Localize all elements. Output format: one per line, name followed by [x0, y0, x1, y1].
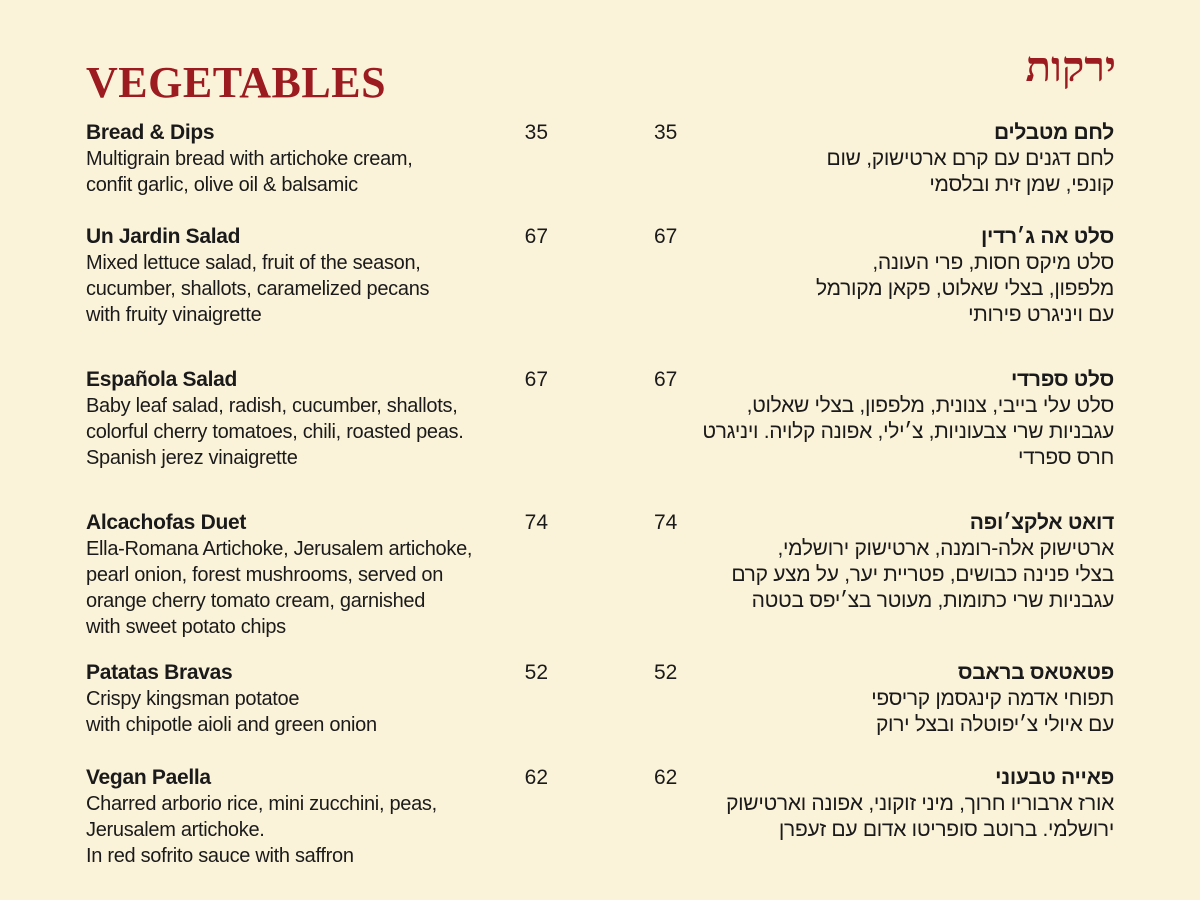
menu-item-en-espanola-salad: [86, 367, 556, 471]
menu-item-price: 35: [654, 121, 678, 144]
menu-item-description: Mixed lettuce salad, fruit of the season, cucumber, shallots, caramelized pecans with fruity vinaigrette: [86, 252, 430, 326]
menu-item-description: Baby leaf salad, radish, cucumber, shallots, colorful cherry tomatoes, chili, roasted peas. Spanish jerez vinaigrette: [86, 395, 464, 469]
menu-item-price: 67: [654, 225, 678, 248]
menu-item-name: לחם מטבלים: [993, 121, 1114, 144]
menu-item-he-espanola-salad: [654, 367, 1114, 471]
menu-item-en-vegan-paella: [86, 765, 556, 869]
menu-item-price: 35: [524, 121, 548, 144]
menu-item-name: Alcachofas Duet: [86, 511, 247, 534]
menu-item-name: סלט אה ג׳רדין: [981, 225, 1114, 248]
menu-item-name: Vegan Paella: [86, 766, 211, 789]
menu-item-description: סלט מיקס חסות, פרי העונה, מלפפון, בצלי שאלוט, פקאן מקורמל עם ויניגרט פירותי: [816, 251, 1114, 326]
menu-item-en-patatas-bravas: [86, 660, 556, 738]
menu-item-price: 74: [654, 511, 678, 534]
menu-item-name: פאייה טבעוני: [995, 766, 1114, 789]
menu-item-name: פטאטאס בראבס: [957, 661, 1114, 684]
menu-item-name: Española Salad: [86, 368, 238, 391]
menu-item-name: דואט אלקצ׳ופה: [969, 511, 1114, 534]
menu-item-description: Multigrain bread with artichoke cream, confit garlic, olive oil & balsamic: [86, 148, 413, 196]
menu-item-price: 52: [654, 661, 678, 684]
menu-item-he-bread-dips: [654, 120, 1114, 198]
menu-item-price: 67: [524, 225, 548, 248]
menu-item-he-un-jardin-salad: [654, 224, 1114, 328]
menu-item-name: סלט ספרדי: [1010, 368, 1114, 391]
menu-item-price: 67: [654, 368, 678, 391]
menu-item-en-alcachofas-duet: [86, 510, 556, 640]
menu-item-he-alcachofas-duet: [654, 510, 1114, 614]
menu-item-description: Crispy kingsman potatoe with chipotle aioli and green onion: [86, 688, 377, 736]
menu-item-description: אורז ארבוריו חרוך, מיני זוקוני, אפונה וארטישוק ירושלמי. ברוטב סופריטו אדום עם זעפרן: [726, 792, 1114, 841]
menu-item-description: Ella-Romana Artichoke, Jerusalem artichoke, pearl onion, forest mushrooms, served on orange cherry tomato cream, garnished with sweet potato chips: [86, 538, 473, 638]
menu-item-description: סלט עלי בייבי, צנונית, מלפפון, בצלי שאלוט, עגבניות שרי צבעוניות, צ׳ילי, אפונה קלויה. ויניגרט חרס ספרדי: [702, 394, 1114, 469]
menu-item-price: 67: [524, 368, 548, 391]
menu-item-en-un-jardin-salad: [86, 224, 556, 328]
section-title-english: VEGETABLES: [86, 58, 387, 107]
menu-item-en-bread-dips: [86, 120, 556, 198]
menu-item-he-patatas-bravas: [654, 660, 1114, 738]
menu-item-price: 62: [524, 766, 548, 789]
menu-item-description: ארטישוק אלה-רומנה, ארטישוק ירושלמי, בצלי פנינה כבושים, פטריית יער, על מצע קרם עגבניות שרי כתומות, מעוטר בצ׳יפס בטטה: [731, 537, 1114, 612]
menu-item-description: לחם דגנים עם קרם ארטישוק, שום קונפי, שמן זית ובלסמי: [826, 147, 1114, 196]
menu-item-description: Charred arborio rice, mini zucchini, peas, Jerusalem artichoke. In red sofrito sauce with saffron: [86, 793, 437, 867]
menu-item-name: Bread & Dips: [86, 121, 215, 144]
menu-item-description: תפוחי אדמה קינגסמן קריספי עם איולי צ׳יפוטלה ובצל ירוק: [871, 687, 1114, 736]
menu-item-price: 62: [654, 766, 678, 789]
section-title-hebrew: ירקות: [1025, 42, 1116, 91]
menu-item-name: Patatas Bravas: [86, 661, 233, 684]
menu-item-he-vegan-paella: [654, 765, 1114, 843]
menu-item-name: Un Jardin Salad: [86, 225, 241, 248]
menu-item-price: 74: [524, 511, 548, 534]
menu-item-price: 52: [524, 661, 548, 684]
